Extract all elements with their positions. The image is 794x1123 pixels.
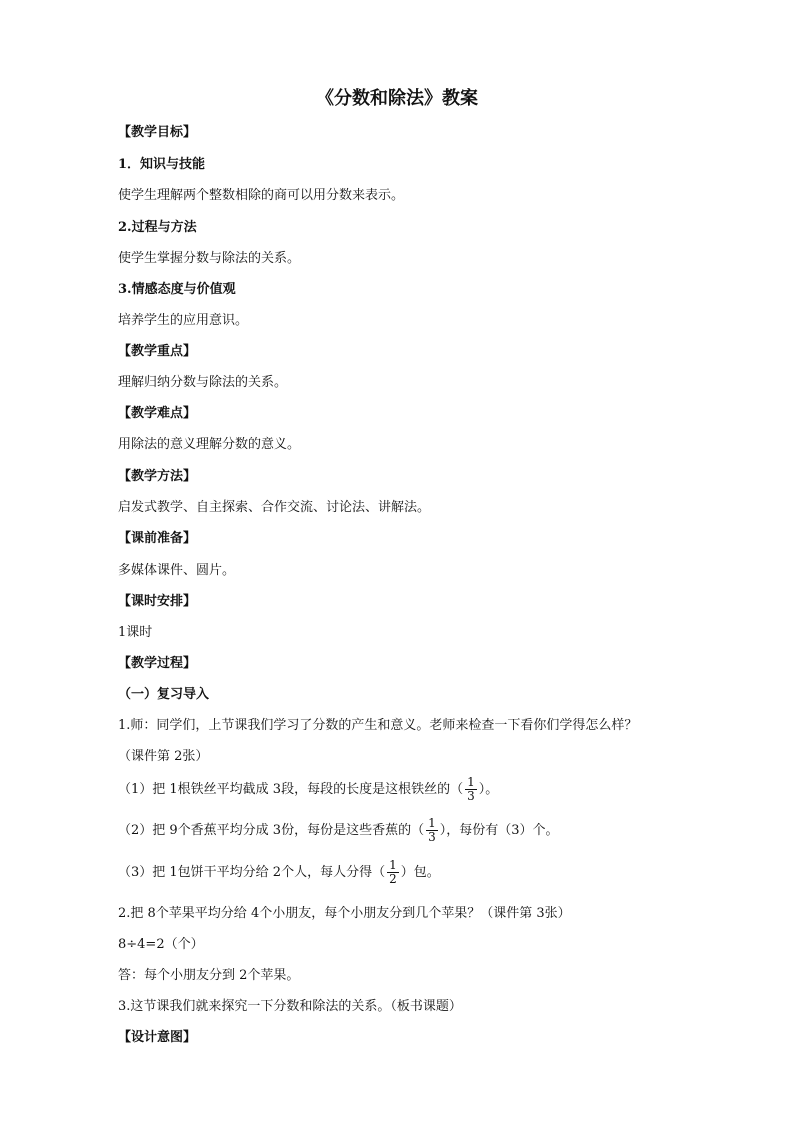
fraction-denominator: 3 [428, 830, 436, 844]
fraction-one-half [387, 859, 399, 886]
process-line-1b: （课件第 2张） [118, 749, 209, 764]
fraction-numerator: 1 [428, 816, 436, 830]
heading-key-point: 【教学重点】 [118, 344, 197, 359]
fraction-numerator: 1 [389, 858, 397, 872]
page-title: 《分数和除法》教案 [316, 88, 478, 109]
heading-schedule: 【课时安排】 [118, 594, 197, 609]
process-line-3: 3.这节课我们就来探究一下分数和除法的关系。（板书课题） [118, 999, 462, 1014]
question-2-before: （2）把 9个香蕉平均分成 3份，每份是这些香蕉的（ [118, 823, 425, 838]
schedule-text: 1课时 [118, 625, 153, 640]
heading-teaching-goals: 【教学目标】 [118, 125, 197, 140]
question-2 [118, 817, 559, 844]
goal-2-heading: 2.过程与方法 [118, 220, 197, 235]
equation-line: 8÷4=2（个） [118, 937, 204, 952]
process-line-1: 1.师：同学们，上节课我们学习了分数的产生和意义。老师来检查一下看你们学得怎么样？ [118, 718, 638, 733]
goal-3-text: 培养学生的应用意识。 [118, 313, 249, 328]
section-1-heading: （一）复习导入 [118, 687, 210, 702]
question-3-after: ）包。 [400, 865, 440, 880]
fraction-one-third [426, 817, 438, 844]
answer-line: 答：每个小朋友分到 2个苹果。 [118, 968, 300, 983]
goal-1-text: 使学生理解两个整数相除的商可以用分数来表示。 [118, 188, 405, 203]
heading-difficulty: 【教学难点】 [118, 406, 197, 421]
key-point-text: 理解归纳分数与除法的关系。 [118, 375, 288, 390]
heading-design-intent: 【设计意图】 [118, 1030, 197, 1045]
fraction-denominator: 2 [389, 872, 397, 886]
process-line-2: 2.把 8个苹果平均分给 4个小朋友，每个小朋友分到几个苹果？（课件第 3张） [118, 906, 571, 921]
heading-process: 【教学过程】 [118, 656, 197, 671]
question-3-before: （3）把 1包饼干平均分给 2个人，每人分得（ [118, 865, 386, 880]
method-text: 启发式教学、自主探索、合作交流、讨论法、讲解法。 [118, 500, 431, 515]
goal-2-text: 使学生掌握分数与除法的关系。 [118, 251, 301, 266]
fraction-numerator: 1 [467, 775, 475, 789]
heading-method: 【教学方法】 [118, 469, 197, 484]
preparation-text: 多媒体课件、圆片。 [118, 563, 236, 578]
fraction-denominator: 3 [467, 789, 475, 803]
fraction-one-third [465, 776, 477, 803]
difficulty-text: 用除法的意义理解分数的意义。 [118, 437, 301, 452]
goal-1-heading: 1．知识与技能 [118, 157, 206, 172]
question-1 [118, 776, 498, 803]
goal-3-heading: 3.情感态度与价值观 [118, 282, 236, 297]
question-1-before: （1）把 1根铁丝平均截成 3段，每段的长度是这根铁丝的（ [118, 782, 464, 797]
heading-preparation: 【课前准备】 [118, 531, 197, 546]
question-1-after: ）。 [478, 782, 499, 797]
question-3 [118, 859, 440, 886]
question-2-after: ），每份有（3）个。 [439, 823, 559, 838]
